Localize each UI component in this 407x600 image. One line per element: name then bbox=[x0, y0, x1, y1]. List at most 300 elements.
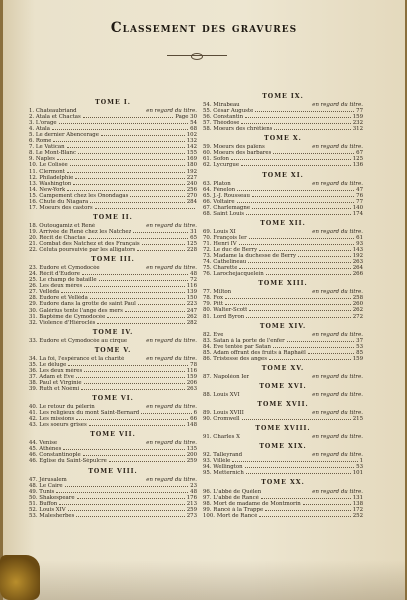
dot-leader bbox=[138, 304, 185, 305]
entry-title: L'orage bbox=[35, 120, 57, 127]
dot-leader bbox=[232, 461, 357, 462]
entry-label bbox=[29, 513, 74, 519]
entry-number: 65. bbox=[203, 192, 212, 199]
entry-page: 176 bbox=[186, 494, 197, 501]
entry-label bbox=[203, 434, 240, 440]
entry-page: 48 bbox=[190, 488, 197, 495]
entry-title: Théodose bbox=[213, 120, 240, 127]
entry-label bbox=[203, 416, 240, 422]
entry-title: Les missions bbox=[39, 416, 75, 423]
entry-number: 67. bbox=[203, 204, 212, 211]
entry-title: Le retour du pèlerin bbox=[39, 404, 95, 411]
entry-number: 17. bbox=[29, 204, 38, 211]
entry-note: en regard du titre. bbox=[312, 488, 363, 495]
entry-page: Page 30 bbox=[175, 114, 197, 121]
entry-title: Eudore dans la grotte de saint Paul bbox=[39, 301, 136, 308]
entry-page: 263 bbox=[186, 386, 197, 393]
dot-leader bbox=[81, 389, 184, 390]
entry-note: en regard du titre. bbox=[312, 228, 363, 235]
page-shadow bbox=[3, 560, 405, 600]
engraving-entry bbox=[203, 356, 363, 362]
entry-title: Le Vatican bbox=[35, 144, 65, 151]
entry-label bbox=[29, 386, 79, 392]
dot-leader bbox=[67, 190, 184, 191]
entry-number: 23. bbox=[29, 265, 38, 272]
entry-title: Église du Saint-Sépulcre bbox=[39, 458, 107, 465]
entry-page: 148 bbox=[186, 422, 197, 429]
entry-number: 94. bbox=[203, 464, 212, 471]
dot-leader bbox=[76, 377, 185, 378]
entry-number: 9. bbox=[29, 156, 35, 163]
entry-title: Le dernier Abencerage bbox=[35, 132, 99, 139]
volume-heading: TOME XVI. bbox=[259, 382, 307, 390]
entry-number: 34. bbox=[29, 355, 38, 362]
dot-leader bbox=[308, 353, 354, 354]
entry-title: Cromwell bbox=[213, 416, 240, 423]
engraving-entry bbox=[203, 374, 363, 380]
dot-leader bbox=[265, 510, 351, 511]
entry-page: 272 bbox=[352, 313, 363, 320]
volume-heading: TOME III. bbox=[91, 256, 135, 264]
entry-number: 83. bbox=[203, 337, 212, 344]
entry-page: 174 bbox=[352, 210, 363, 217]
entry-page: 125 bbox=[352, 156, 363, 163]
entry-number: 27. bbox=[29, 289, 38, 296]
entry-title: Arrivée de René chez les Natchez bbox=[39, 228, 132, 235]
entry-title: Le duc de Berry bbox=[213, 247, 258, 254]
entry-number: 51. bbox=[29, 500, 38, 507]
entry-page: 68 bbox=[190, 126, 197, 133]
dot-leader bbox=[237, 190, 354, 191]
entry-note: en regard du titre. bbox=[312, 331, 363, 338]
entry-number: 92. bbox=[203, 452, 212, 459]
entry-number: 42. bbox=[29, 416, 38, 423]
entry-number: 40. bbox=[29, 404, 38, 411]
engraving-entry bbox=[29, 320, 197, 326]
entry-number: 8. bbox=[29, 150, 35, 157]
entry-page: 65 bbox=[190, 234, 197, 241]
entry-page: 240 bbox=[186, 180, 197, 187]
entry-page: 169 bbox=[186, 156, 197, 163]
entry-title: Athènes bbox=[39, 446, 62, 453]
entry-number: 69. bbox=[203, 228, 212, 235]
entry-note: en regard du titre. bbox=[146, 337, 197, 344]
dot-leader bbox=[75, 178, 184, 179]
dot-leader bbox=[249, 238, 354, 239]
entry-number: 60. bbox=[203, 150, 212, 157]
dot-leader bbox=[130, 196, 184, 197]
entry-number: 1. bbox=[29, 108, 35, 115]
entry-label bbox=[203, 356, 267, 362]
entry-page: 131 bbox=[352, 494, 363, 501]
entry-title: Céluta poursuivie par les alligators bbox=[39, 247, 136, 254]
entry-title: Le Colisée bbox=[39, 162, 68, 169]
entry-number: 46. bbox=[29, 452, 38, 459]
entry-number: 39. bbox=[29, 386, 38, 393]
entry-number: 90. bbox=[203, 416, 212, 423]
dot-leader bbox=[133, 232, 188, 233]
entry-number: 93. bbox=[203, 458, 212, 465]
entry-label bbox=[203, 162, 239, 168]
entry-page: 262 bbox=[352, 307, 363, 314]
dot-leader bbox=[241, 123, 350, 124]
entry-page: 31 bbox=[190, 228, 197, 235]
entry-number: 21. bbox=[29, 241, 38, 248]
dot-leader bbox=[252, 208, 351, 209]
entry-note: en regard du titre. bbox=[312, 373, 363, 380]
dot-leader bbox=[249, 310, 350, 311]
entry-number: 95. bbox=[203, 470, 212, 477]
entry-page: 232 bbox=[352, 120, 363, 127]
entry-number: 22. bbox=[29, 247, 38, 254]
entry-title: Charette bbox=[213, 265, 238, 272]
entry-title: Ruth et Noémi bbox=[39, 386, 80, 393]
entry-note: en regard du titre. bbox=[312, 434, 363, 441]
entry-note: en regard du titre. bbox=[312, 410, 363, 417]
book-page bbox=[3, 0, 405, 600]
brass-clip bbox=[0, 555, 40, 600]
engraving-entry bbox=[29, 247, 197, 253]
entry-title: Louis XVI bbox=[213, 391, 240, 398]
entry-number: 44. bbox=[29, 440, 38, 447]
entry-title: Les deux mères bbox=[39, 367, 83, 374]
entry-number: 88. bbox=[203, 391, 212, 398]
entry-number: 96. bbox=[203, 488, 212, 495]
entry-number: 16. bbox=[29, 198, 38, 205]
entry-number: 87. bbox=[203, 373, 212, 380]
entry-number: 64. bbox=[203, 186, 212, 193]
entry-label bbox=[203, 126, 272, 132]
dot-leader bbox=[245, 467, 355, 468]
entry-number: 15. bbox=[29, 192, 38, 199]
dot-leader bbox=[88, 238, 189, 239]
entry-number: 13. bbox=[29, 180, 38, 187]
entry-page: 37 bbox=[356, 337, 363, 344]
entry-number: 29. bbox=[29, 301, 38, 308]
dot-leader bbox=[99, 280, 189, 281]
entry-page: 159 bbox=[352, 114, 363, 121]
dot-leader bbox=[303, 504, 351, 505]
entry-title: Moeurs des castors bbox=[39, 204, 93, 211]
entry-label bbox=[29, 422, 87, 428]
entry-title: Eudore et Cymodocée au cirque bbox=[39, 337, 128, 344]
entry-title: Mort de madame de Montmorin bbox=[213, 500, 301, 507]
entry-page: 247 bbox=[186, 307, 197, 314]
dot-leader bbox=[255, 111, 354, 112]
entry-note: en regard du titre. bbox=[146, 108, 197, 115]
entry-title: Outougamiz et René bbox=[39, 222, 96, 229]
entry-title: Ève bbox=[213, 331, 224, 338]
volume-heading: TOME XV. bbox=[261, 364, 305, 372]
entry-page: 136 bbox=[352, 162, 363, 169]
entry-number: 99. bbox=[203, 506, 212, 513]
entry-page: 258 bbox=[352, 295, 363, 302]
volume-heading: TOME XII. bbox=[260, 219, 306, 227]
entry-title: Tunis bbox=[39, 488, 55, 495]
entry-number: 14. bbox=[29, 186, 38, 193]
entry-title: Malesherbes bbox=[39, 512, 75, 519]
entry-title: Mort de Rancé bbox=[216, 512, 258, 519]
entry-page: 282 bbox=[186, 319, 197, 326]
entry-number: 74. bbox=[203, 259, 212, 266]
dot-leader bbox=[77, 498, 185, 499]
entry-number: 50. bbox=[29, 494, 38, 501]
entry-label bbox=[203, 211, 244, 217]
engraving-entry bbox=[203, 470, 363, 476]
entry-title: Velléda bbox=[39, 289, 60, 296]
dot-leader bbox=[76, 419, 188, 420]
entry-number: 89. bbox=[203, 410, 212, 417]
entry-number: 11. bbox=[29, 168, 38, 175]
entry-page: 155 bbox=[186, 150, 197, 157]
dot-leader bbox=[239, 244, 354, 245]
entry-title: Galérius tente l'ange des mers bbox=[39, 307, 123, 314]
dot-leader bbox=[274, 129, 350, 130]
entry-page: 93 bbox=[356, 240, 363, 247]
entry-title: Fénelon bbox=[213, 186, 236, 193]
entry-page: 66 bbox=[190, 416, 197, 423]
dot-leader bbox=[242, 419, 351, 420]
entry-number: 55. bbox=[203, 108, 212, 115]
dot-leader bbox=[261, 498, 351, 499]
entry-number: 19. bbox=[29, 228, 38, 235]
entry-number: 30. bbox=[29, 307, 38, 314]
entry-page: 125 bbox=[186, 241, 197, 248]
entry-note: en regard du titre. bbox=[146, 355, 197, 362]
entry-page: 77 bbox=[356, 108, 363, 115]
entry-title: Wellington bbox=[213, 464, 243, 471]
engraving-entry bbox=[203, 162, 363, 168]
entry-page: 132 bbox=[186, 138, 197, 145]
dot-leader bbox=[246, 473, 351, 474]
dot-leader bbox=[137, 250, 184, 251]
entry-page: 78 bbox=[190, 361, 197, 368]
entry-number: 79. bbox=[203, 301, 212, 308]
entry-title: Moeurs des barbares bbox=[213, 150, 272, 157]
entry-number: 33. bbox=[29, 337, 38, 344]
entry-title: La foi, l'espérance et la charité bbox=[39, 355, 125, 362]
dot-leader bbox=[125, 311, 185, 312]
ornament-rule bbox=[167, 55, 227, 62]
dot-leader bbox=[63, 449, 184, 450]
engraving-entry bbox=[203, 126, 363, 132]
entry-number: 52. bbox=[29, 506, 38, 513]
entry-page: 135 bbox=[186, 446, 197, 453]
entry-title: Récit d'Eudore bbox=[39, 271, 80, 278]
dot-leader bbox=[298, 256, 351, 257]
dot-leader bbox=[259, 516, 350, 517]
dot-leader bbox=[266, 274, 351, 275]
dot-leader bbox=[59, 504, 184, 505]
entry-page: 213 bbox=[186, 500, 197, 507]
entry-title: Rome bbox=[35, 138, 52, 145]
entry-number: 35. bbox=[29, 361, 38, 368]
volume-heading: TOME XIX. bbox=[259, 443, 307, 451]
entry-page: 228 bbox=[186, 247, 197, 254]
entry-page: 159 bbox=[186, 373, 197, 380]
engraving-entry bbox=[203, 392, 363, 398]
entry-title: Shakespeare bbox=[39, 494, 75, 501]
entry-number: 4. bbox=[29, 126, 35, 133]
entry-page: 273 bbox=[186, 512, 197, 519]
entry-number: 85. bbox=[203, 349, 212, 356]
entry-title: Les religieux du mont Saint-Bernard bbox=[39, 410, 140, 417]
entry-title: Cathelineau bbox=[213, 259, 247, 266]
entry-number: 73. bbox=[203, 253, 212, 260]
entry-page: 116 bbox=[186, 367, 197, 374]
dot-leader bbox=[84, 371, 184, 372]
dot-leader bbox=[70, 165, 185, 166]
dot-leader bbox=[259, 250, 351, 251]
entry-number: 31. bbox=[29, 313, 38, 320]
entry-number: 43. bbox=[29, 422, 38, 429]
entry-title: Talleyrand bbox=[213, 452, 243, 459]
entry-page: 263 bbox=[352, 259, 363, 266]
dot-leader bbox=[56, 492, 188, 493]
dot-leader bbox=[142, 244, 185, 245]
entry-page: 76 bbox=[356, 192, 363, 199]
volume-heading: TOME IV. bbox=[92, 328, 134, 336]
entry-page: 200 bbox=[186, 452, 197, 459]
entry-title: Saint Louis bbox=[213, 210, 245, 217]
entry-number: 7. bbox=[29, 144, 35, 151]
entry-page: 215 bbox=[352, 416, 363, 423]
entry-title: Constantin bbox=[213, 114, 244, 121]
entry-number: 80. bbox=[203, 307, 212, 314]
volume-heading: TOME X. bbox=[264, 135, 302, 143]
entry-number: 2. bbox=[29, 114, 35, 121]
entry-page: 227 bbox=[186, 174, 197, 181]
entry-label bbox=[29, 458, 107, 464]
entry-page: 140 bbox=[352, 204, 363, 211]
entry-title: Sofon bbox=[213, 156, 229, 163]
dot-leader bbox=[67, 172, 185, 173]
dot-leader bbox=[287, 341, 354, 342]
entry-note: en regard du titre. bbox=[146, 440, 197, 447]
entry-number: 53. bbox=[29, 512, 38, 519]
entry-number: 24. bbox=[29, 271, 38, 278]
entry-page: 72 bbox=[190, 277, 197, 284]
entry-title: Madame la duchesse de Berry bbox=[213, 253, 297, 260]
entry-label bbox=[29, 320, 95, 326]
entry-number: 18. bbox=[29, 222, 38, 229]
entry-number: 25. bbox=[29, 277, 38, 284]
entry-title: Fox bbox=[213, 295, 224, 302]
entry-title: Les deux mères bbox=[39, 283, 83, 290]
dot-leader bbox=[53, 141, 184, 142]
entry-number: 47. bbox=[29, 476, 38, 483]
volume-heading: TOME VI. bbox=[92, 395, 134, 403]
entry-number: 6. bbox=[29, 138, 35, 145]
engraving-entry bbox=[203, 513, 363, 519]
entry-number: 49. bbox=[29, 488, 38, 495]
entry-page: 61 bbox=[356, 234, 363, 241]
entry-page: 192 bbox=[352, 253, 363, 260]
entry-title: Mirabeau bbox=[213, 102, 240, 109]
dot-leader bbox=[225, 304, 351, 305]
entry-page: 142 bbox=[186, 144, 197, 151]
entry-number: 46. bbox=[29, 458, 38, 465]
entry-note: en regard du titre. bbox=[312, 289, 363, 296]
dot-leader bbox=[237, 202, 355, 203]
left-column bbox=[29, 96, 197, 519]
dot-leader bbox=[68, 365, 188, 366]
entry-number: 56. bbox=[203, 114, 212, 121]
entry-title: Pitt bbox=[213, 301, 223, 308]
entry-title: Adam offrant des fruits à Raphaël bbox=[213, 349, 306, 356]
dot-leader bbox=[239, 268, 350, 269]
entry-title: Louis XVIII bbox=[213, 410, 244, 417]
entry-label bbox=[203, 314, 244, 320]
dot-leader bbox=[241, 165, 351, 166]
entry-title: Louis XI bbox=[213, 228, 236, 235]
entry-title: Le déluge bbox=[39, 361, 67, 368]
volume-heading: TOME XIII. bbox=[258, 280, 308, 288]
dot-leader bbox=[273, 347, 354, 348]
engraving-entry bbox=[203, 434, 363, 440]
dot-leader bbox=[76, 516, 184, 517]
entry-page: 77 bbox=[356, 198, 363, 205]
entry-number: 97. bbox=[203, 494, 212, 501]
entry-number: 41. bbox=[29, 410, 38, 417]
entry-title: Moeurs des païens bbox=[213, 144, 265, 151]
entry-title: Eudore et Cymodocée bbox=[39, 265, 100, 272]
entry-page: 223 bbox=[186, 301, 197, 308]
dot-leader bbox=[84, 383, 185, 384]
entry-page: 6 bbox=[193, 410, 197, 417]
engraving-entry bbox=[29, 386, 197, 392]
entry-title: Paul et Virginie bbox=[39, 379, 82, 386]
entry-number: 71. bbox=[203, 240, 212, 247]
engraving-entry bbox=[203, 416, 363, 422]
entry-title: Ève tentée par Satan bbox=[213, 343, 271, 350]
entry-number: 36. bbox=[29, 367, 38, 374]
entry-number: 72. bbox=[203, 247, 212, 254]
entry-note: en regard du titre. bbox=[312, 102, 363, 109]
entry-note: en regard du titre. bbox=[146, 404, 197, 411]
entry-title: Lord Byron bbox=[213, 313, 245, 320]
entry-number: 61. bbox=[203, 156, 212, 163]
entry-title: César Auguste bbox=[213, 108, 254, 115]
entry-page: 143 bbox=[352, 247, 363, 254]
entry-number: 28. bbox=[29, 295, 38, 302]
engraving-entry bbox=[203, 211, 363, 217]
entry-label bbox=[203, 470, 244, 476]
dot-leader bbox=[90, 202, 185, 203]
volume-heading: TOME VII. bbox=[90, 431, 136, 439]
entry-title: Lycurgue bbox=[213, 162, 240, 169]
entry-title: Charles X bbox=[213, 434, 240, 441]
entry-title: Philadelphie bbox=[39, 174, 74, 181]
entry-title: Buffon bbox=[39, 500, 58, 507]
dot-leader bbox=[83, 455, 185, 456]
entry-number: 81. bbox=[203, 313, 212, 320]
entry-title: Platon bbox=[213, 180, 231, 187]
dot-leader bbox=[252, 196, 354, 197]
entry-page: 159 bbox=[352, 355, 363, 362]
entry-note: en regard du titre. bbox=[312, 144, 363, 151]
entry-page: 48 bbox=[190, 271, 197, 278]
entry-title: Venise bbox=[39, 440, 58, 447]
engraving-entry bbox=[29, 205, 197, 211]
entry-note: en regard du titre. bbox=[146, 265, 197, 272]
entry-title: Le champ de bataille bbox=[39, 277, 97, 284]
dot-leader bbox=[83, 117, 173, 118]
entry-page: 1 bbox=[359, 458, 363, 465]
entry-number: 54. bbox=[203, 102, 212, 109]
entry-page: 138 bbox=[352, 500, 363, 507]
entry-title: New-York bbox=[39, 186, 66, 193]
